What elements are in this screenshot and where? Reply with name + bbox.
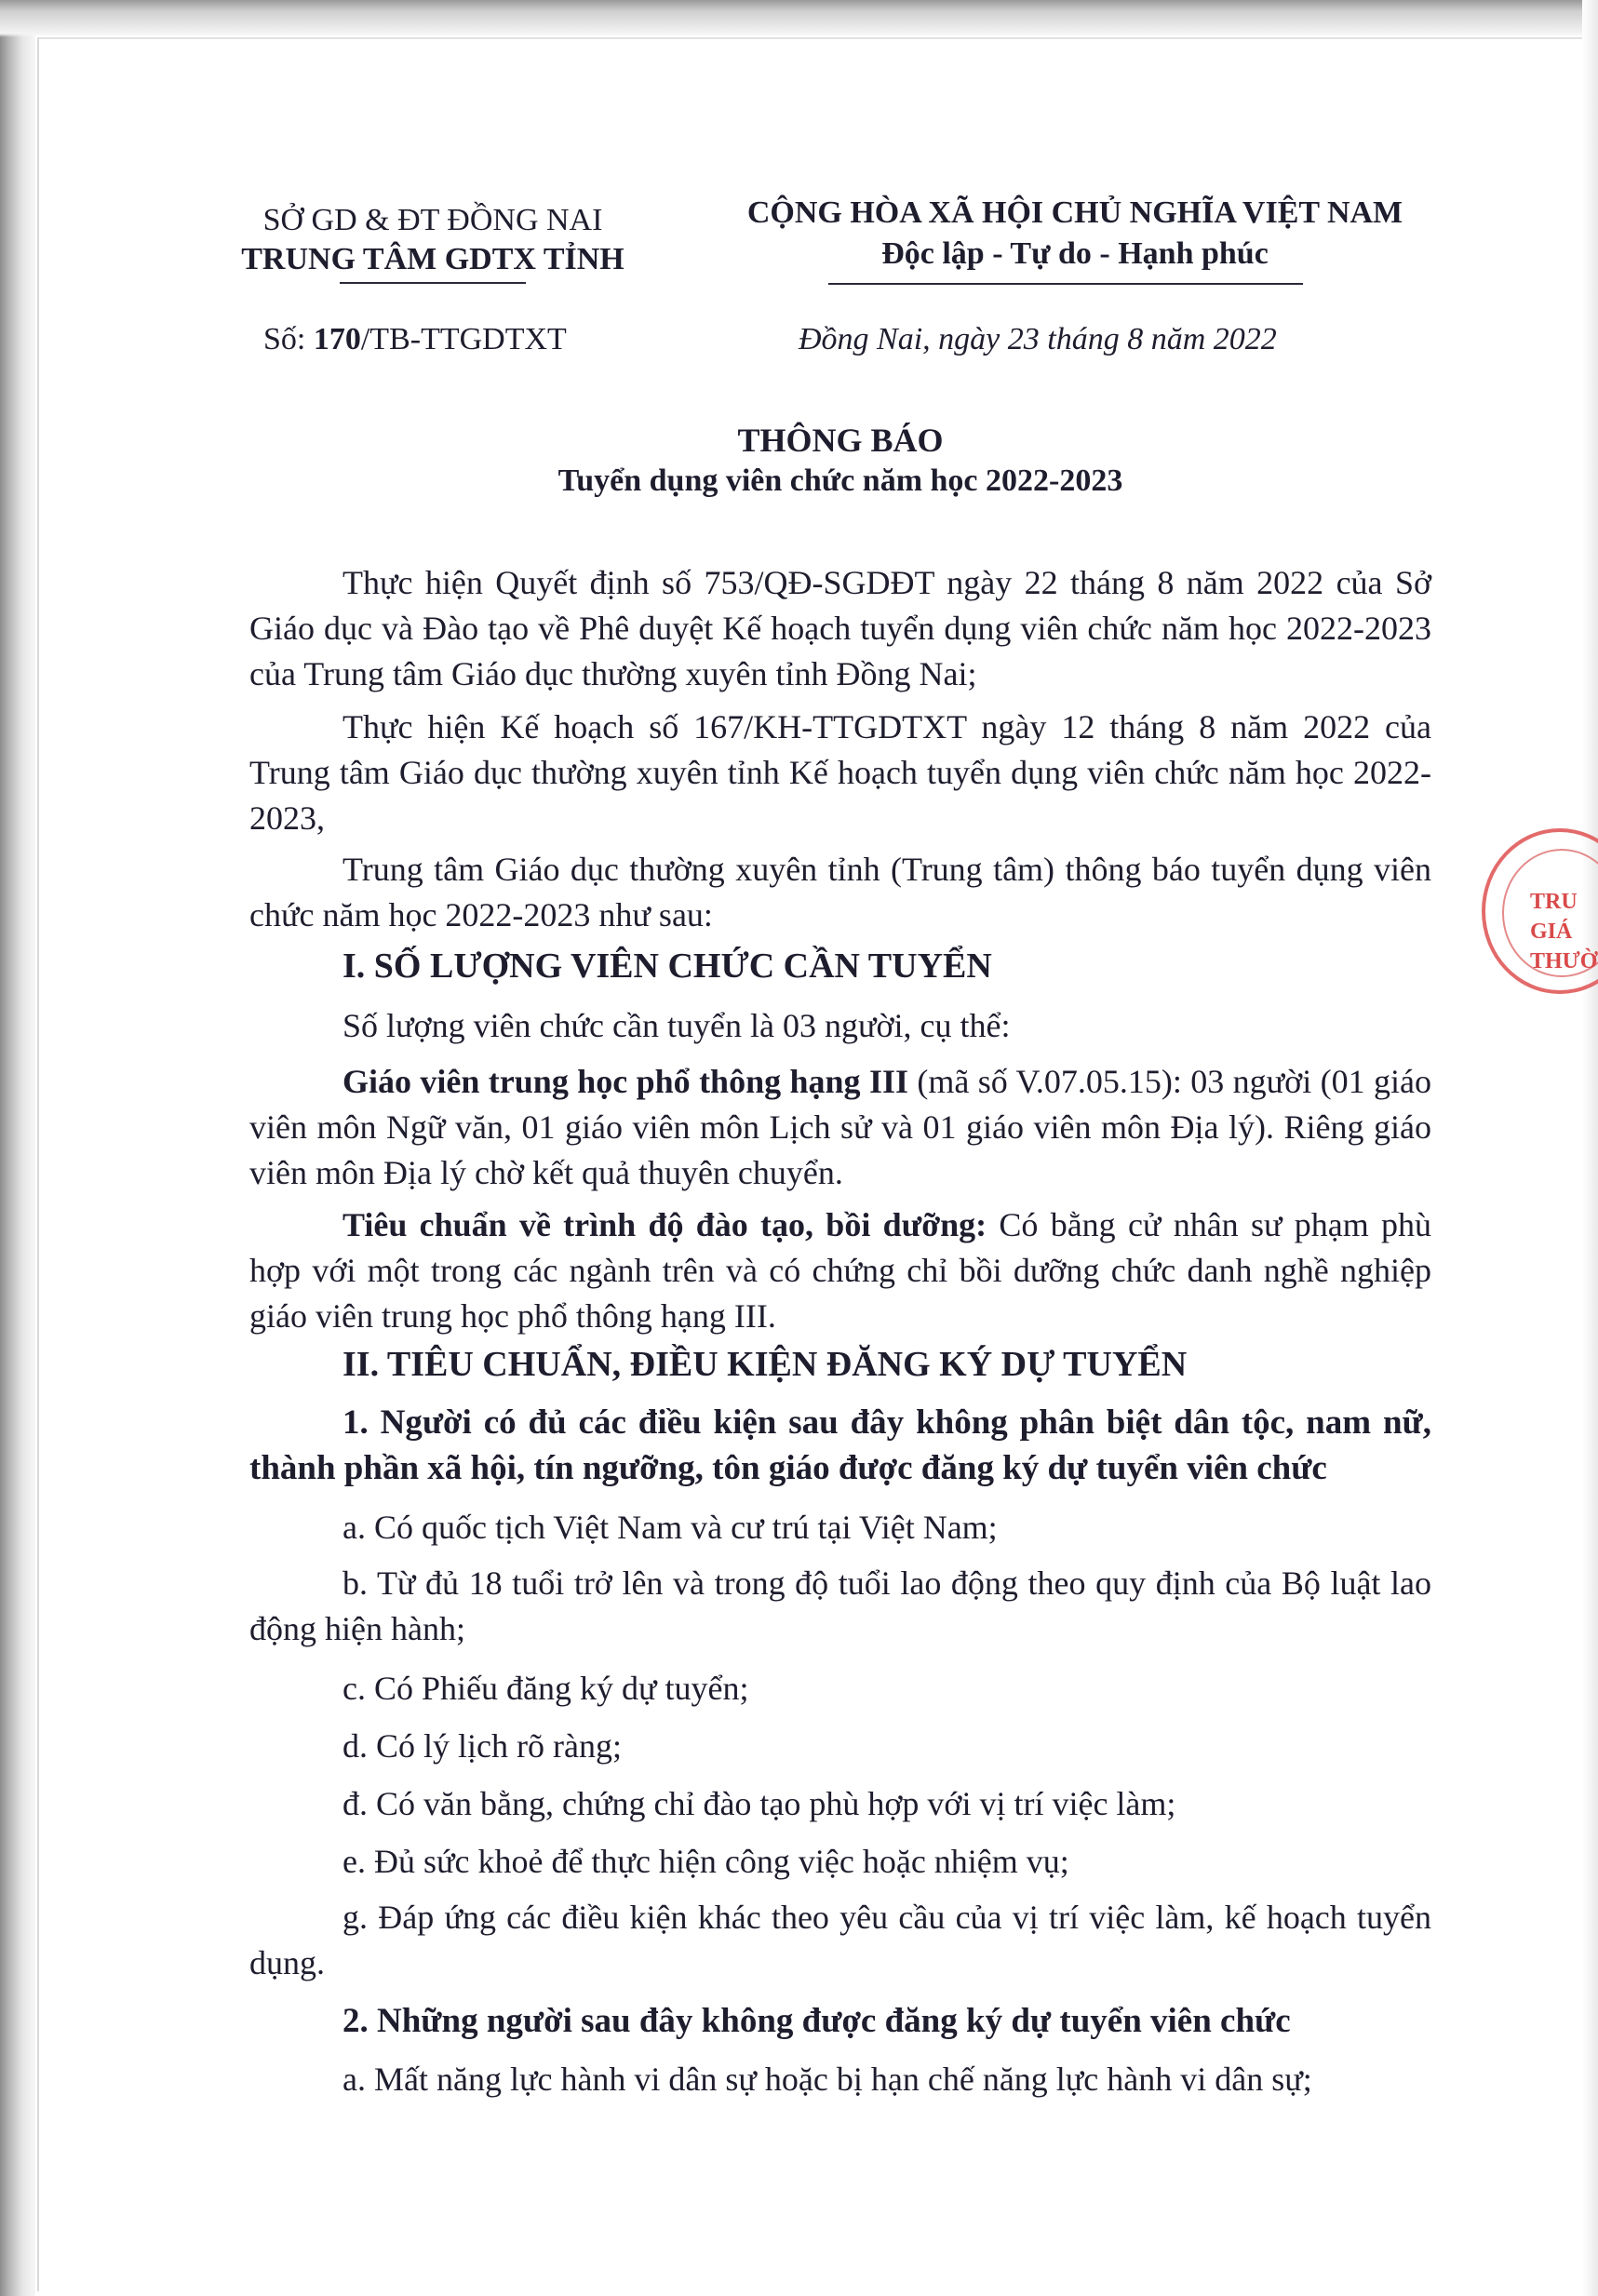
scan-edge-left [0,0,35,2296]
subsection-1-heading: 1. Người có đủ các điều kiện sau đây không phân biệt dân tộc, nam nữ, thành phần xã hội, tín ngưỡng, tôn giáo được đăng ký dự tuyển viên chức [249,1403,1431,1487]
issuer-underline [340,282,526,284]
paragraph-announcement: Trung tâm Giáo dục thường xuyên tỉnh (Trung tâm) thông báo tuyển dụng viên chức năm học 2022-2023 như sau: [249,851,1431,933]
document-number [263,322,567,357]
issuer-department: SỞ GD & ĐT ĐỒNG NAI [262,203,603,237]
section-1-heading: I. SỐ LƯỢNG VIÊN CHỨC CẦN TUYỂN [342,947,992,986]
motto-underline [828,283,1303,285]
document-number-value: 170 [313,322,361,356]
condition-a: a. Có quốc tịch Việt Nam và cư trú tại Việt Nam; [342,1509,998,1546]
standard-label: Tiêu chuẩn về trình độ đào tạo, bồi dưỡng: [342,1206,987,1243]
scan-edge-top [0,0,1598,37]
exclusion-a: a. Mất năng lực hành vi dân sự hoặc bị hạn chế năng lực hành vi dân sự; [342,2061,1312,2098]
paragraph-standard [249,1202,1431,1339]
scan-edge-right [1582,0,1598,2296]
document-title: THÔNG BÁO [737,422,944,459]
condition-b: b. Từ đủ 18 tuổi trở lên và trong độ tuổi lao động theo quy định của Bộ luật lao động hiện hành; [249,1564,1431,1647]
position-detail: (mã số V.07.05.15): 03 người (01 giáo viên môn Ngữ văn, 01 giáo viên môn Lịch sử và 01 giáo viên môn Địa lý). Riêng giáo viên môn Địa lý chờ kết quả thuyên chuyển. [249,1063,1431,1191]
section-2-heading: II. TIÊU CHUẨN, ĐIỀU KIỆN ĐĂNG KÝ DỰ TUYỂN [342,1345,1188,1384]
paragraph-plan: Thực hiện Kế hoạch số 167/KH-TTGDTXT ngày 12 tháng 8 năm 2022 của Trung tâm Giáo dục thường xuyên tỉnh Kế hoạch tuyển dụng viên chức năm học 2022-2023, [249,708,1431,837]
paragraph-position [249,1059,1431,1196]
seal-text-line2: GIÁ [1530,920,1573,944]
condition-e: e. Đủ sức khoẻ để thực hiện công việc hoặc nhiệm vụ; [342,1843,1069,1880]
seal-text-line1: TRU [1530,890,1578,914]
subsection-2-heading: 2. Những người sau đây không được đăng ký dự tuyển viên chức [342,2002,1291,2040]
document-number-suffix: /TB-TTGDTXT [360,322,567,356]
place-date: Đồng Nai, ngày 23 tháng 8 năm 2022 [799,322,1277,356]
national-title: CỘNG HÒA XÃ HỘI CHỦ NGHĨA VIỆT NAM [746,195,1403,230]
position-title: Giáo viên trung học phổ thông hạng III [342,1063,908,1100]
document-subtitle: Tuyển dụng viên chức năm học 2022-2023 [557,463,1123,498]
issuer-center: TRUNG TÂM GDTX TỈNH [241,242,624,276]
standard-detail: Có bằng cử nhân sư phạm phù hợp với một trong các ngành trên và có chứng chỉ bồi dưỡng chức danh nghề nghiệp giáo viên trung học phổ thông hạng III. [249,1206,1431,1335]
condition-dd: đ. Có văn bằng, chứng chỉ đào tạo phù hợp với vị trí việc làm; [342,1785,1176,1822]
paragraph-decision: Thực hiện Quyết định số 753/QĐ-SGDĐT ngày 22 tháng 8 năm 2022 của Sở Giáo dục và Đào tạo về Phê duyệt Kế hoạch tuyển dụng viên chức năm học 2022-2023 của Trung tâm Giáo dục thường xuyên tỉnh Đồng Nai; [249,564,1431,692]
condition-g: g. Đáp ứng các điều kiện khác theo yêu cầu của vị trí việc làm, kế hoạch tuyển dụng. [249,1899,1431,1981]
national-motto: Độc lập - Tự do - Hạnh phúc [881,236,1269,271]
condition-d: d. Có lý lịch rõ ràng; [342,1727,622,1765]
paragraph-quantity: Số lượng viên chức cần tuyển là 03 người, cụ thể: [342,1007,1011,1044]
condition-c: c. Có Phiếu đăng ký dự tuyển; [342,1670,749,1707]
document-number-label: Số: [263,322,314,356]
seal-text-line3: THƯỜ [1530,949,1598,973]
